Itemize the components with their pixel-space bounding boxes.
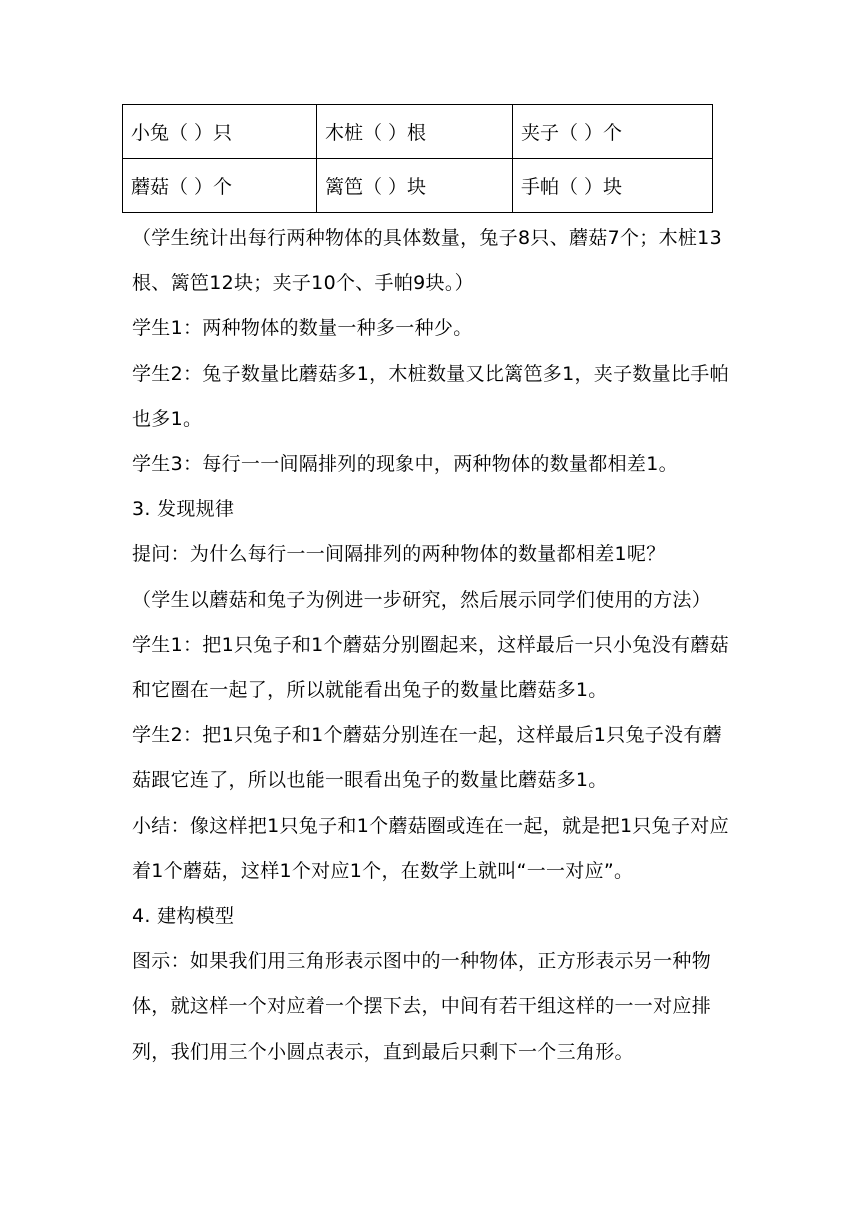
table-row <box>123 159 713 213</box>
paragraph-student-count: （学生统计出每行两种物体的具体数量，兔子8只、蘑菇7个；木桩13根、篱笆12块；夹子10个、手帕9块。） <box>132 227 722 295</box>
paragraph-question: 提问：为什么每行一一间隔排列的两种物体的数量都相差1呢？ <box>132 543 666 566</box>
table-cell-fence: 篱笆（ ）块 <box>317 159 513 213</box>
paragraph-student2-method: 学生2：把1只兔子和1个蘑菇分别连在一起，这样最后1只兔子没有蘑菇跟它连了，所以也能一眼看出兔子的数量比蘑菇多1。 <box>132 724 722 792</box>
paragraph-summary: 小结：像这样把1只兔子和1个蘑菇圈或连在一起，就是把1只兔子对应着1个蘑菇，这样1个对应1个，在数学上就叫“一一对应”。 <box>132 814 729 882</box>
section-heading-find-pattern: 3. 发现规律 <box>132 498 235 521</box>
count-table <box>122 104 713 213</box>
table-row <box>123 105 713 159</box>
section-heading-build-model: 4. 建构模型 <box>132 905 235 928</box>
table-cell-rabbit: 小兔（ ）只 <box>123 105 317 159</box>
table-cell-clip: 夹子（ ）个 <box>513 105 713 159</box>
table-cell-mushroom: 蘑菇（ ）个 <box>123 159 317 213</box>
paragraph-student1-answer: 学生1：两种物体的数量一种多一种少。 <box>132 317 473 340</box>
paragraph-student2-answer: 学生2：兔子数量比蘑菇多1，木桩数量又比篱笆多1，夹子数量比手帕也多1。 <box>132 362 729 430</box>
paragraph-student-research: （学生以蘑菇和兔子为例进一步研究，然后展示同学们使用的方法） <box>132 588 712 611</box>
table-cell-stake: 木桩（ ）根 <box>317 105 513 159</box>
paragraph-diagram-description: 图示：如果我们用三角形表示图中的一种物体，正方形表示另一种物体，就这样一个对应着一个摆下去，中间有若干组这样的一一对应排列，我们用三个小圆点表示，直到最后只剩下一个三角形。 <box>132 950 712 1063</box>
paragraph-student1-method: 学生1：把1只兔子和1个蘑菇分别圈起来，这样最后一只小兔没有蘑菇和它圈在一起了，所以就能看出兔子的数量比蘑菇多1。 <box>132 633 729 702</box>
paragraph-student3-answer: 学生3：每行一一间隔排列的现象中，两种物体的数量都相差1。 <box>132 453 678 476</box>
body-text <box>132 216 732 1075</box>
table-cell-handkerchief: 手帕（ ）块 <box>513 159 713 213</box>
